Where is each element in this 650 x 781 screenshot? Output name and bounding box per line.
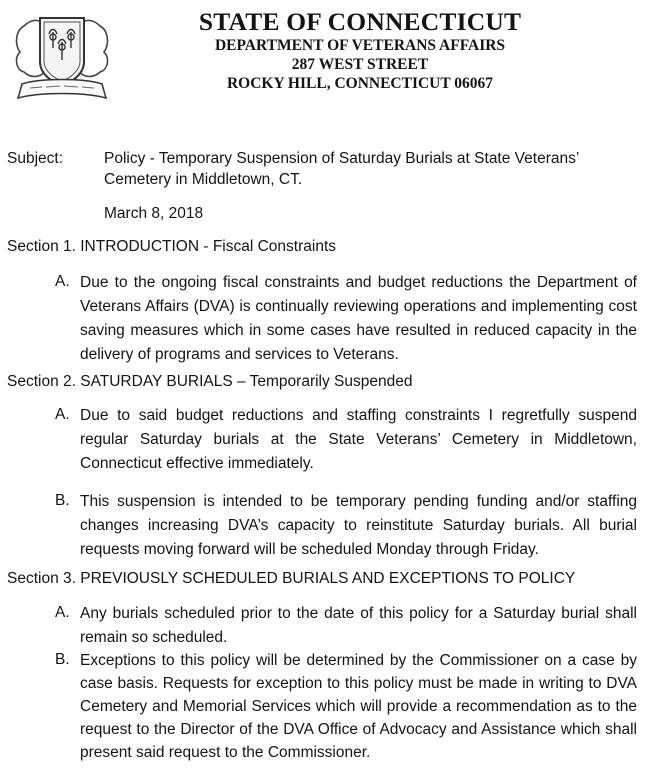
section-3-heading: Section 3. PREVIOUSLY SCHEDULED BURIALS AND EXCEPTIONS TO POLICY bbox=[7, 570, 576, 587]
section-2-item-b-text: This suspension is intended to be temporary pending funding and/or staffing changes increasing DVA’s capacity to reinstitute Saturday burials. All burial requests moving forward will be scheduled Monday through Friday. bbox=[80, 493, 637, 558]
section-2-heading: Section 2. SATURDAY BURIALS – Temporarily Suspended bbox=[7, 373, 413, 390]
letterhead-state: STATE OF CONNECTICUT bbox=[198, 7, 522, 36]
section-1-item-a-letter: A. bbox=[55, 273, 70, 290]
section-1-heading: Section 1. INTRODUCTION - Fiscal Constraints bbox=[7, 238, 337, 255]
section-3-item-a-letter: A. bbox=[55, 604, 70, 621]
letterhead-street: 287 WEST STREET bbox=[291, 56, 429, 73]
letterhead-city: ROCKY HILL, CONNECTICUT 06067 bbox=[226, 75, 494, 92]
section-1-item-a-text: Due to the ongoing fiscal constraints and budget reductions the Department of Veterans Affairs (DVA) is continually reviewing operations and implementing cost saving measures which in some cases have resulted in reduced capacity in the delivery of programs and services to Veterans. bbox=[80, 274, 637, 363]
section-2-item-b-letter: B. bbox=[55, 492, 70, 509]
subject-label: Subject: bbox=[7, 150, 64, 167]
letterhead-department: DEPARTMENT OF VETERANS AFFAIRS bbox=[214, 37, 506, 54]
section-3-item-a-text: Any burials scheduled prior to the date of this policy for a Saturday burial shall remain so scheduled. bbox=[80, 605, 637, 646]
section-3-item-b-text: Exceptions to this policy will be determined by the Commissioner on a case by case basis. Requests for exception to this policy must be made in writing to DVA Cemetery and Memorial Services which will provide a recommendation as to the request to the Director of the DVA Office of Advocacy and Assistance which shall present said request to the Commissioner. bbox=[80, 652, 637, 761]
connecticut-state-seal-logo bbox=[10, 8, 114, 108]
section-2-item-a-text: Due to said budget reductions and staffing constraints I regretfully suspend regular Saturday burials at the State Veterans’ Cemetery in Middletown, Connecticut effective immediately. bbox=[80, 407, 637, 472]
subject-text: Policy - Temporary Suspension of Saturday Burials at State Veterans’ Cemetery in Middletown, CT. bbox=[104, 150, 579, 188]
section-3-item-b-letter: B. bbox=[55, 651, 70, 668]
section-2-item-a-letter: A. bbox=[55, 406, 70, 423]
document-date: March 8, 2018 bbox=[104, 205, 204, 222]
